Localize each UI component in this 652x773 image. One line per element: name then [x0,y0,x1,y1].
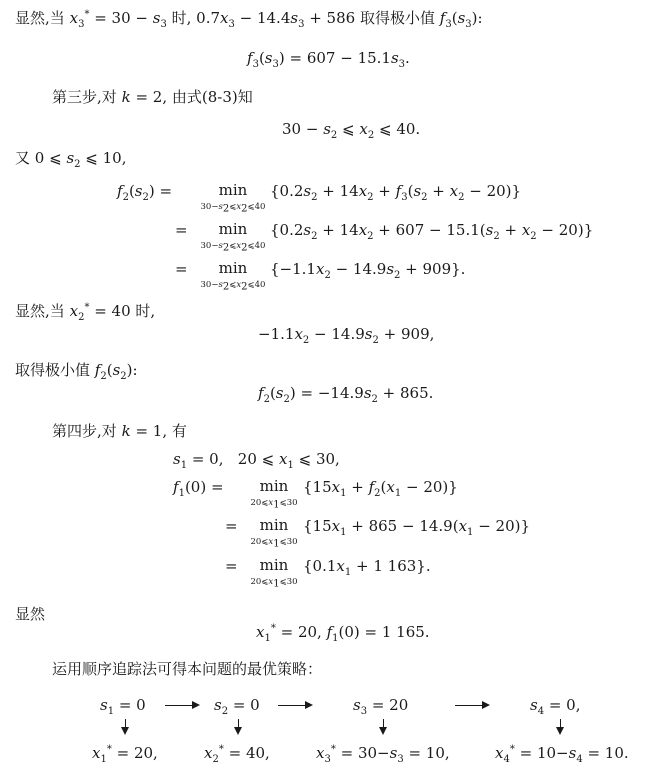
equation-f2-result: $f_2(s_2) = -14.9s_2 + 865$. [258,384,434,405]
decision-x1: $x_1^* = 20$, [92,744,158,765]
min-operator: min $20⩽x_1⩽30$ [250,477,298,511]
arrow-right [278,705,311,706]
equation-f1-line-3: {$0.1x_1 + 1$ 163}. [303,557,431,578]
min-operator: min $30-s_2⩽x_2⩽40$ [200,220,266,254]
state-s2: $s_2 = 0$ [214,696,260,717]
equation-f1-line-2: $\{15x_1 + 865 - 14.9(x_1 - 20)\}$ [303,517,531,538]
text-step-4: 第四步,对 k = 1, 有 [52,422,187,440]
decision-x2: $x_2^* = 40$, [204,744,270,765]
min-operator: min $20⩽x_1⩽30$ [250,556,298,590]
arrow-down [560,719,561,733]
equation-f2-line-1: $\{0.2s_2 + 14x_2 + f_3(s_2 + x_2 - 20)\}$ [270,182,522,203]
arrow-down [383,719,384,733]
equation-f1-lhs: $f_1(0)$ = [173,478,224,499]
text-strategy-intro: 运用顺序追踪法可得本问题的最优策略： [52,660,323,678]
equation-f1-line-1: $\{15x_1 + f_2(x_1 - 20)\}$ [303,478,458,499]
equation-x1-star: $x_1^* = 20$, $f_1(0) = 1$ 165. [256,623,430,644]
text-min-f2: 取得极小值 $f_2(s_2)$: [15,361,138,382]
decision-x4: $x_4^* = 10-s_4 = 10$. [495,744,629,765]
text-line-1: 显然,当 $x_3^* = 30 - s_3$ 时, $0.7x_3 - 14.4s_3 + 586$ 取得极小值 $f_3(s_3)$: [15,9,483,30]
equation-x2-bounds: $30 - s_2$ ⩽ $x_2$ ⩽ 40. [282,120,421,141]
state-s3: $s_3 = 20$ [353,696,409,717]
text-xian-ran: 显然 [15,605,46,623]
arrow-right [455,705,488,706]
state-s1: $s_1 = 0$ [100,696,146,717]
min-operator: min $30-s_2⩽x_2⩽40$ [200,181,266,215]
min-operator: min $20⩽x_1⩽30$ [250,516,298,550]
equation-f2-lhs: $f_2(s_2)$ = [117,182,173,203]
equals-sign: = [225,517,238,535]
decision-x3: $x_3^* = 30-s_3 = 10$, [316,744,450,765]
equals-sign: = [175,221,188,239]
equals-sign: = [225,557,238,575]
min-operator: min $30-s_2⩽x_2⩽40$ [200,259,266,293]
text-line-x2-star: 显然,当 $x_2^* = 40$ 时, [15,302,156,323]
state-s4: $s_4 = 0$, [530,696,581,717]
equals-sign: = [175,260,188,278]
equation-f2-line-3: $\{-1.1x_2 - 14.9s_2 + 909\}$. [270,260,466,281]
text-step-3: 第三步,对 k = 2, 由式(8-3)知 [52,88,253,106]
equation-s1-bounds: $s_1 = 0$, 20 ⩽ $x_1$ ⩽ 30, [173,450,340,471]
text-s2-bounds: 又 0 ⩽ $s_2$ ⩽ 10, [15,149,127,170]
arrow-down [238,719,239,733]
arrow-down [125,719,126,733]
equation-f3: $f_3(s_3) = 607 - 15.1s_3$. [247,49,410,70]
equation-f2-line-2: $\{0.2s_2 + 14x_2 + 607 - 15.1(s_2 + x_2 - 20)\}$ [270,221,594,242]
equation-expr-x2: $-1.1x_2 - 14.9s_2 + 909$, [258,325,435,346]
arrow-right [165,705,198,706]
